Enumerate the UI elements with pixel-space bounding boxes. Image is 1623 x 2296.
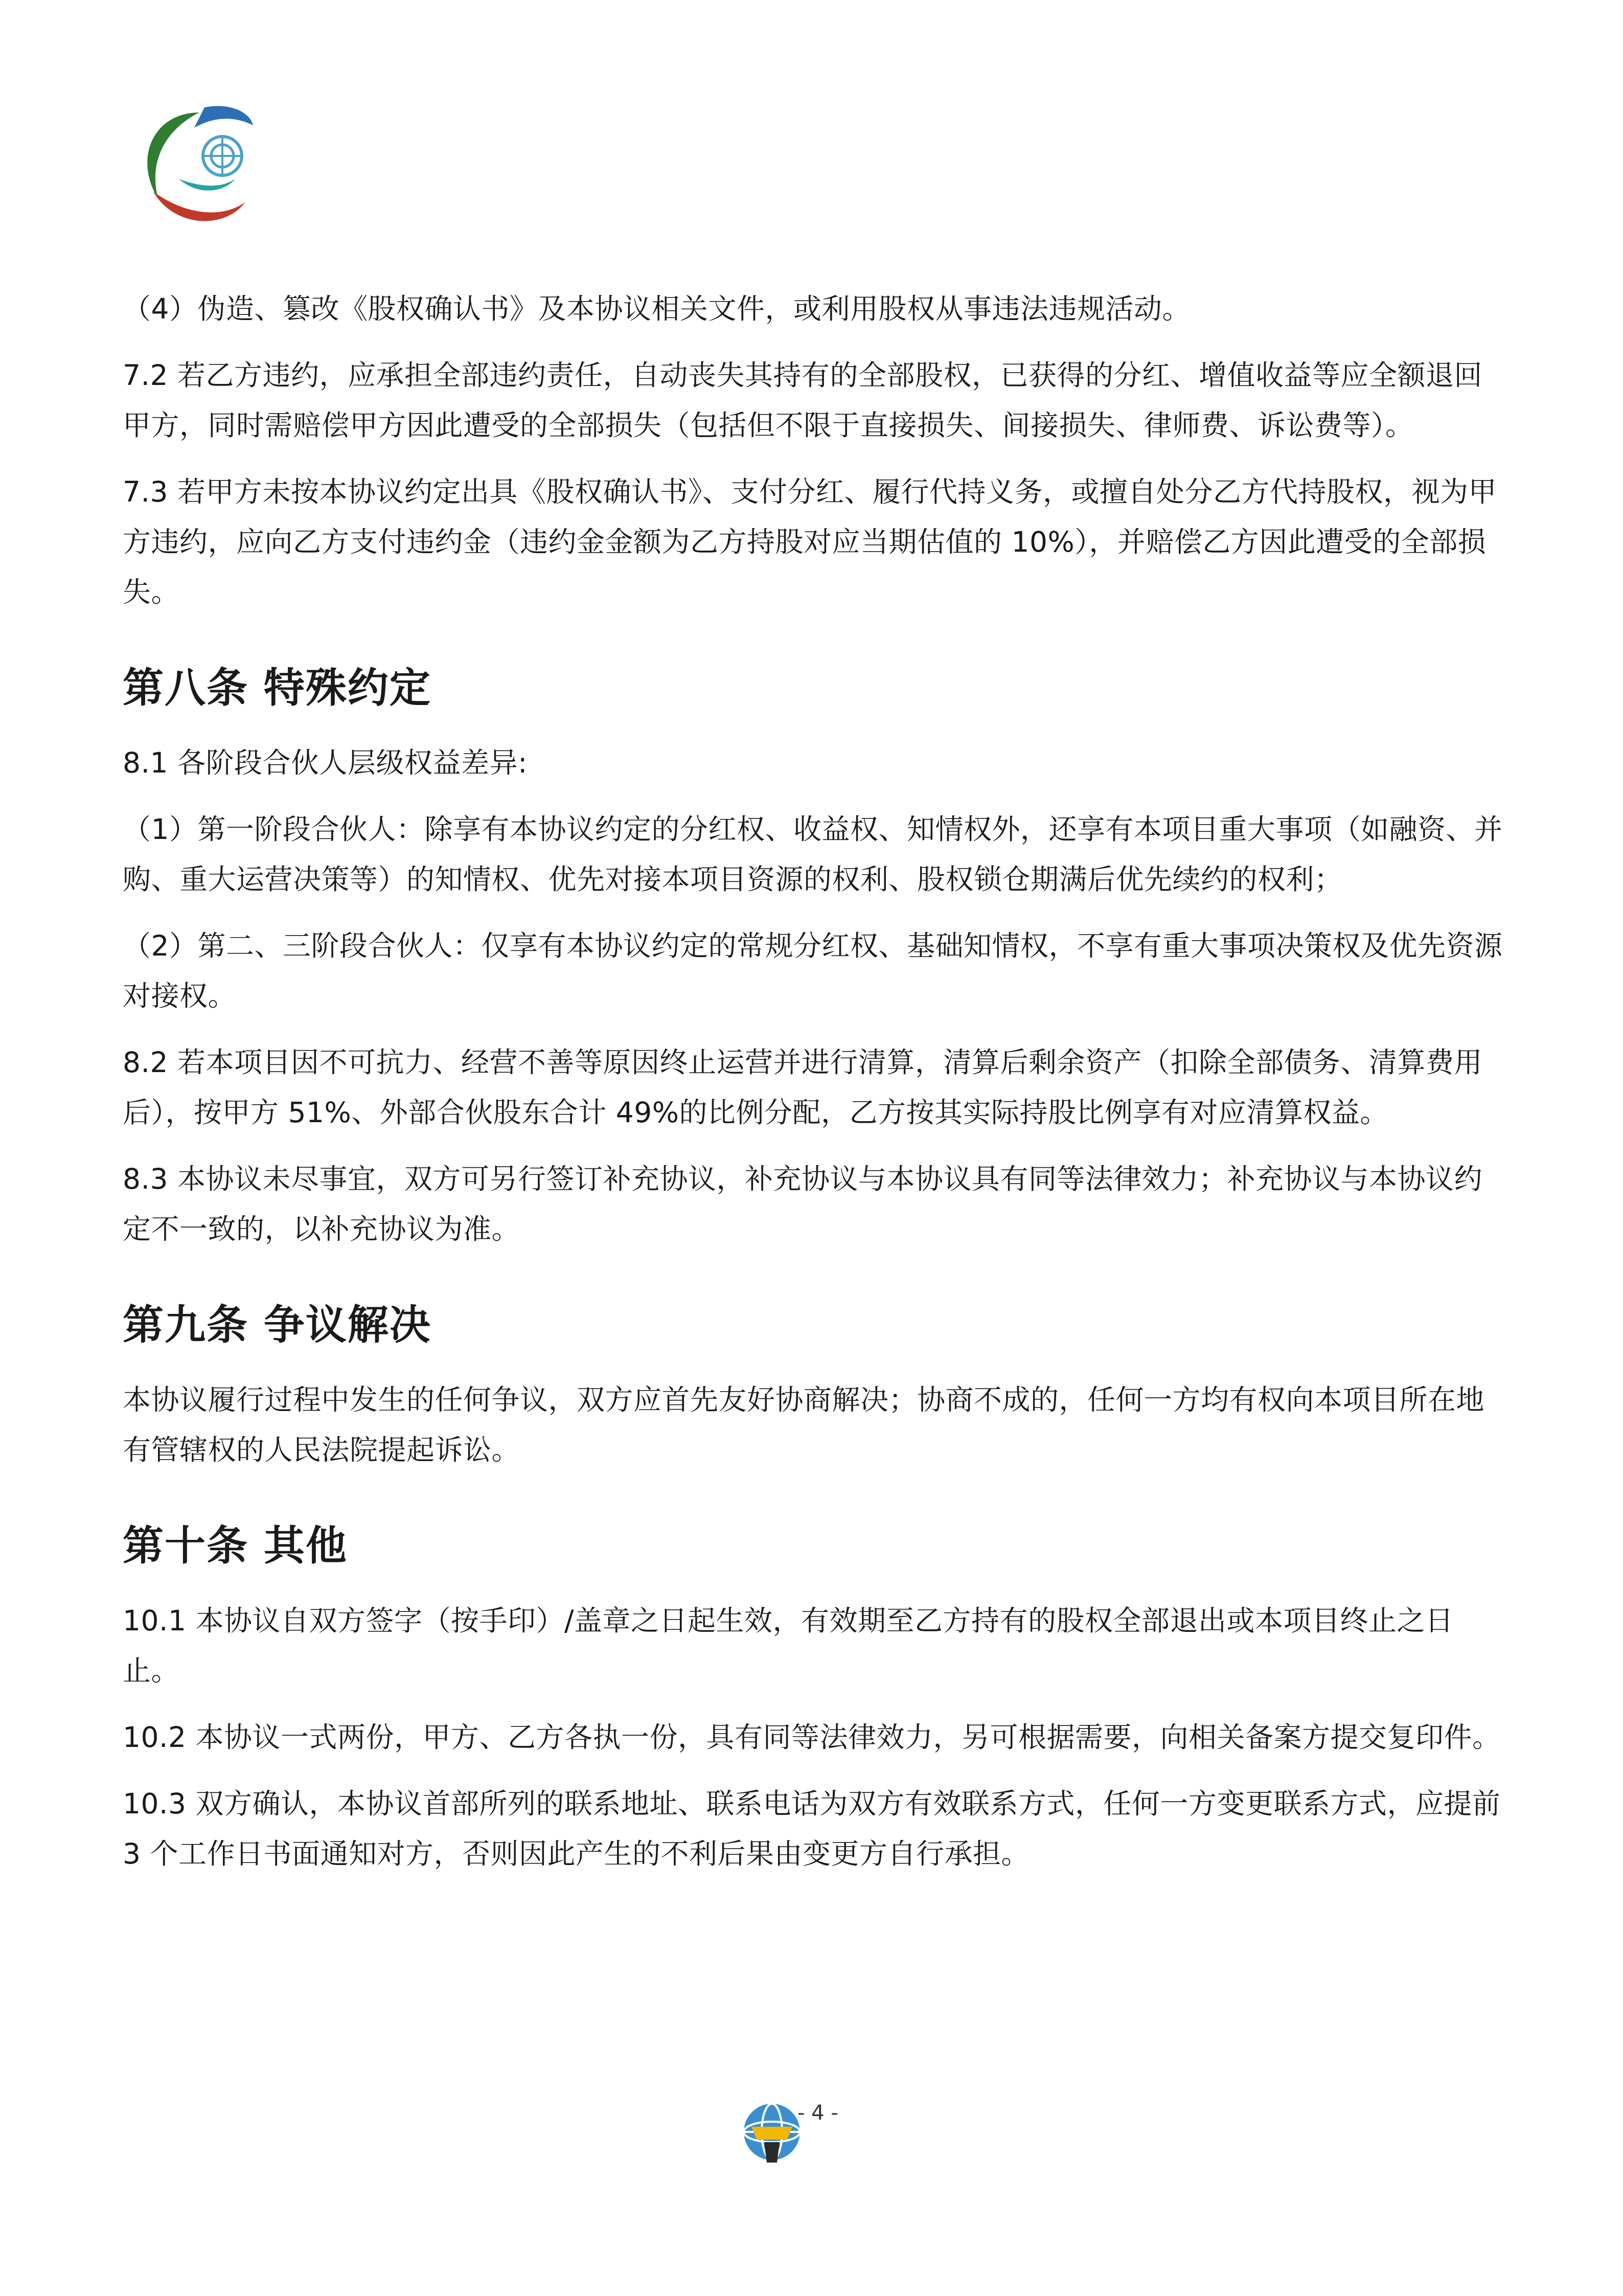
section-heading-10: 第十条 其他 <box>123 1522 348 1570</box>
paragraph: （2）第二、三阶段合伙人：仅享有本协议约定的常规分红权、基础知情权，不享有重大事项决策权及优先资源对接权。 <box>123 929 1503 1012</box>
paragraph: 10.3 双方确认，本协议首部所列的联系地址、联系电话为双方有效联系方式，任何一方变更联系方式，应提前 3 个工作日书面通知对方，否则因此产生的不利后果由变更方自行承担。 <box>123 1787 1501 1870</box>
paragraph: 8.1 各阶段合伙人层级权益差异: <box>123 746 528 779</box>
paragraph: 本协议履行过程中发生的任何争议，双方应首先友好协商解决；协商不成的，任何一方均有权向本项目所在地有管辖权的人民法院提起诉讼。 <box>123 1383 1485 1466</box>
document-body <box>123 284 1503 1895</box>
section-heading-9: 第九条 争议解决 <box>123 1301 431 1349</box>
paragraph: 8.3 本协议未尽事宜，双方可另行签订补充协议，补充协议与本协议具有同等法律效力；补充协议与本协议约定不一致的，以补充协议为准。 <box>123 1163 1482 1245</box>
paragraph: （4）伪造、篡改《股权确认书》及本协议相关文件，或利用股权从事违法违规活动。 <box>123 292 1191 325</box>
paragraph: 10.2 本协议一式两份，甲方、乙方各执一份，具有同等法律效力，另可根据需要，向相关备案方提交复印件。 <box>123 1721 1501 1754</box>
paragraph: 8.2 若本项目因不可抗力、经营不善等原因终止运营并进行清算，清算后剩余资产（扣除全部债务、清算费用后），按甲方 51%、外部合伙股东合计 49%的比例分配，乙方按其实际持股比例享有对应清算权益。 <box>123 1046 1482 1129</box>
paragraph: 10.1 本协议自双方签字（按手印）/盖章之日起生效，有效期至乙方持有的股权全部退出或本项目终止之日止。 <box>123 1604 1454 1687</box>
page-number: - 4 - <box>797 2101 838 2125</box>
paragraph: 7.2 若乙方违约，应承担全部违约责任，自动丧失其持有的全部股权，已获得的分红、增值收益等应全额退回甲方，同时需赔偿甲方因此遭受的全部损失（包括但不限于直接损失、间接损失、律师费、诉讼费等）。 <box>123 359 1482 442</box>
paragraph: 7.3 若甲方未按本协议约定出具《股权确认书》、支付分红、履行代持义务，或擅自处分乙方代持股权，视为甲方违约，应向乙方支付违约金（违约金金额为乙方持股对应当期估值的 10%），并赔偿乙方因此遭受的全部损失。 <box>123 475 1497 608</box>
paragraph: （1）第一阶段合伙人：除享有本协议约定的分红权、收益权、知情权外，还享有本项目重大事项（如融资、并购、重大运营决策等）的知情权、优先对接本项目资源的权利、股权锁仓期满后优先续约的权利； <box>123 813 1503 896</box>
company-logo <box>123 102 261 235</box>
section-heading-8: 第八条 特殊约定 <box>123 664 431 712</box>
